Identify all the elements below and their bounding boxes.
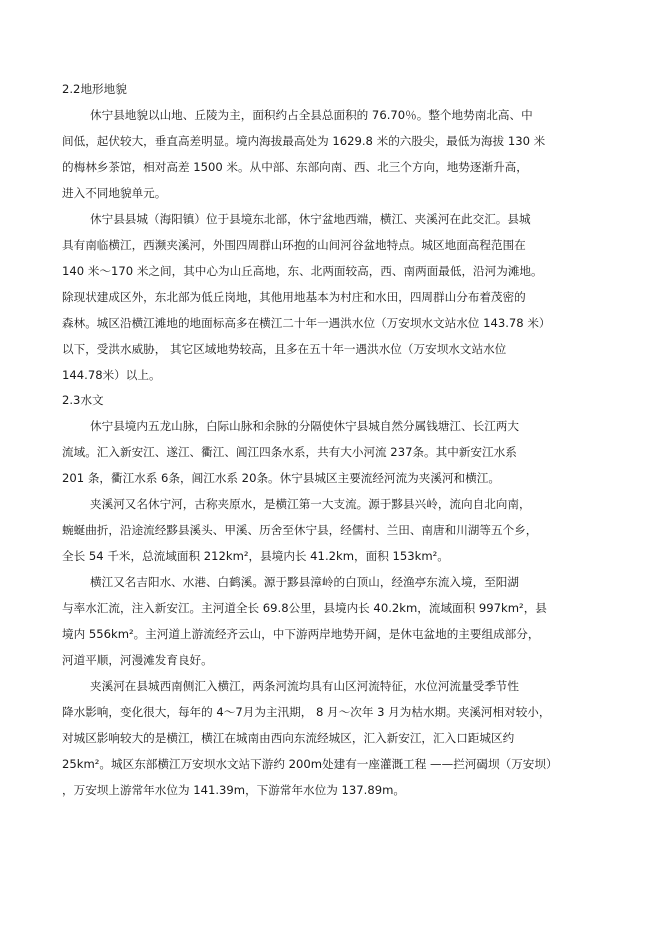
text-line: 休宁县县城（海阳镇）位于县境东北部，休宁盆地西端，横江、夹溪河在此交汇。县城 <box>90 212 531 226</box>
text-line: 休宁县地貌以山地、丘陵为主，面积约占全县总面积的 76.70％。整个地势南北高、中 <box>90 108 533 122</box>
text-line: 与率水汇流，注入新安江。主河道全长 69.8公里，县境内长 40.2km，流域面积 997km²，县 <box>62 601 547 615</box>
text-line: 休宁县境内五龙山脉，白际山脉和余脉的分隔使休宁县城自然分属钱塘江、长江两大 <box>90 419 519 433</box>
text-line: 除现状建成区外，东北部为低丘岗地，其他用地基本为村庄和水田，四周群山分布着茂密的 <box>62 290 526 304</box>
text-line: 201 条，衢江水系 6条，阊江水系 20条。休宁县城区主要流经河流为夹溪河和横江。 <box>62 471 500 485</box>
text-line: 25km²。城区东部横江万安坝水文站下游约 200m处建有一座灌溉工程 ——拦河碣坝（万安坝） <box>62 757 558 771</box>
text-line: 140 米～170 米之间，其中心为山丘高地，东、北两面较高，西、南两面最低，沿河为滩地。 <box>62 264 543 278</box>
text-line: 进入不同地貌单元。 <box>62 186 167 200</box>
text-line: 流域。汇入新安江、遂江、衢江、阊江四条水系，共有大小河流 237条。其中新安江水系 <box>62 445 517 459</box>
text-line: 蜿蜒曲折，沿途流经黟县溪头、甲溪、历舍至休宁县，经儒村、兰田、南唐和川湖等五个乡， <box>62 523 538 537</box>
text-line: 夹溪河在县城西南侧汇入横江，两条河流均具有山区河流特征，水位河流量受季节性 <box>90 679 519 693</box>
text-line: 河道平顺，河漫滩发育良好。 <box>62 653 213 667</box>
text-line: 144.78米）以上。 <box>62 368 161 382</box>
text-line: ，万安坝上游常年水位为 141.39m，下游常年水位为 137.89m。 <box>62 783 405 797</box>
text-line: 对城区影响较大的是横江，横江在城南由西向东流经城区，汇入新安江，汇入口距城区约 <box>62 731 515 745</box>
section-heading-landform: 2.2地形地貌 <box>62 82 127 96</box>
text-line: 以下，受洪水威胁， 其它区域地势较高，且多在五十年一遇洪水位（万安坝水文站水位 <box>62 342 507 356</box>
text-line: 的梅林乡茶馆，相对高差 1500 米。从中部、东部向南、西、北三个方向，地势逐渐升高， <box>62 160 528 174</box>
text-line: 横江又名吉阳水、水港、白鹤溪。源于黟县漳岭的白顶山，经渔亭东流入境，至阳湖 <box>90 575 519 589</box>
section-heading-hydrology: 2.3水文 <box>62 393 104 407</box>
text-line: 间低，起伏较大，垂直高差明显。境内海拔最高处为 1629.8 米的六股尖，最低为海拔 130 米 <box>62 134 546 148</box>
text-line: 具有南临横江，西濒夹溪河，外围四周群山环抱的山间河谷盆地特点。城区地面高程范围在 <box>62 238 526 252</box>
text-line: 降水影响，变化很大，每年的 4～7月为主汛期， 8 月～次年 3 月为枯水期。夹溪河相对较小， <box>62 705 551 719</box>
text-line: 森林。城区沿横江滩地的地面标高多在横江二十年一遇洪水位（万安坝水文站水位 143.78 米） <box>62 316 551 330</box>
text-line: 全长 54 千米，总流域面积 212km²，县境内长 41.2km，面积 153km²。 <box>62 549 449 563</box>
text-line: 境内 556km²。主河道上游流经齐云山，中下游两岸地势开阔，是休屯盆地的主要组成部分， <box>62 627 540 641</box>
text-line: 夹溪河又名休宁河，古称夹原水，是横江第一大支流。源于黟县兴岭，流向自北向南， <box>90 497 531 511</box>
